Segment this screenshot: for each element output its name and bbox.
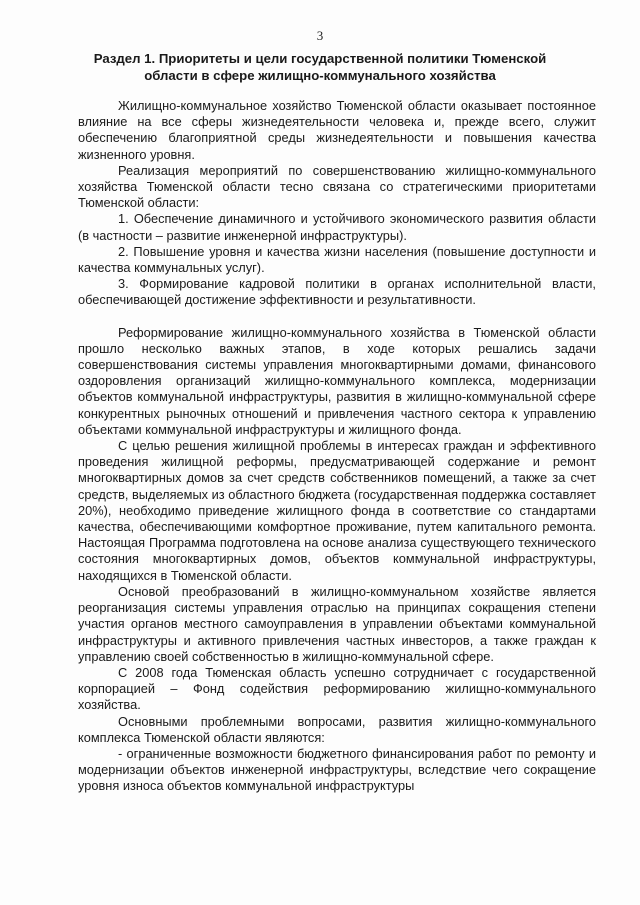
paragraph-priorities-lead: Реализация мероприятий по совершенствованию жилищно-коммунального хозяйства Тюменской области тесно связана со стратегическими приоритетами Тюменской области:	[78, 162, 596, 211]
paragraph-priority-2: 2. Повышение уровня и качества жизни населения (повышение доступности и качества коммунальных услуг).	[78, 243, 596, 276]
body-text	[78, 98, 596, 795]
paragraph-priority-3: 3. Формирование кадровой политики в органах исполнительной власти, обеспечивающей достижение эффективности и результативности.	[78, 276, 596, 308]
section-heading: Раздел 1. Приоритеты и цели государственной политики Тюменской области в сфере жилищно-коммунального хозяйства	[93, 51, 547, 83]
paragraph-budget-limits: - ограниченные возможности бюджетного финансирования работ по ремонту и модернизации объектов инженерной инфраструктуры, вследствие чего сокращение уровня износа объектов коммунальной инфраструктуры	[78, 745, 596, 794]
paragraph-reform-stages: Реформирование жилищно-коммунального хозяйства в Тюменской области прошло несколько важных этапов, в ходе которых решались задачи совершенствования системы управления многоквартирными домами, финансового оздоровления организаций жилищно-коммунального комплекса, модернизации объектов коммунальной инфраструктуры, развития в жилищно-коммунальной сфере конкурентных рыночных отношений и привлечения частного сектора к управлению объектами коммунальной инфраструктуры и жилищного фонда.	[78, 324, 596, 437]
paragraph-problem-issues: Основными проблемными вопросами, развития жилищно-коммунального комплекса Тюменской области являются:	[78, 713, 596, 745]
paragraph-housing-problem: С целью решения жилищной проблемы в интересах граждан и эффективного проведения жилищной реформы, предусматривающей содержание и ремонт многоквартирных домов за счет средств собственников помещений, а также за счет средств, выделяемых из областного бюджета (государственная поддержка составляет 20%), необходимо приведение жилищного фонда в соответствие со стандартами качества, обеспечивающими комфортное проживание, путем капитального ремонта. Настоящая Программа подготовлена на основе анализа существующего технического состояния многоквартирных домов, объектов коммунальной инфраструктуры, находящихся в Тюменской области.	[78, 438, 596, 583]
paragraph-priority-1: 1. Обеспечение динамичного и устойчивого экономического развития области (в частности – развитие инженерной инфраструктуры).	[78, 211, 596, 243]
paragraph-transformation-basis: Основой преобразований в жилищно-коммунальном хозяйстве является реорганизация системы управления отраслью на принципах сокращения степени участия органов местного самоуправления в управлении объектами коммунальной инфраструктуры и активного привлечения частных инвесторов, а также граждан к управлению своей собственностью в жилищно-коммунальной сфере.	[78, 583, 596, 664]
paragraph-intro: Жилищно-коммунальное хозяйство Тюменской области оказывает постоянное влияние на все сферы жизнедеятельности человека и, прежде всего, служит обеспечению благоприятной среды жизнедеятельности и повышения качества жизненного уровня.	[78, 98, 596, 162]
page-number: 3	[316, 28, 324, 43]
paragraph-fund-cooperation: С 2008 года Тюменская область успешно сотрудничает с государственной корпорацией – Фонд содействия реформированию жилищно-коммунального хозяйства.	[78, 664, 596, 713]
